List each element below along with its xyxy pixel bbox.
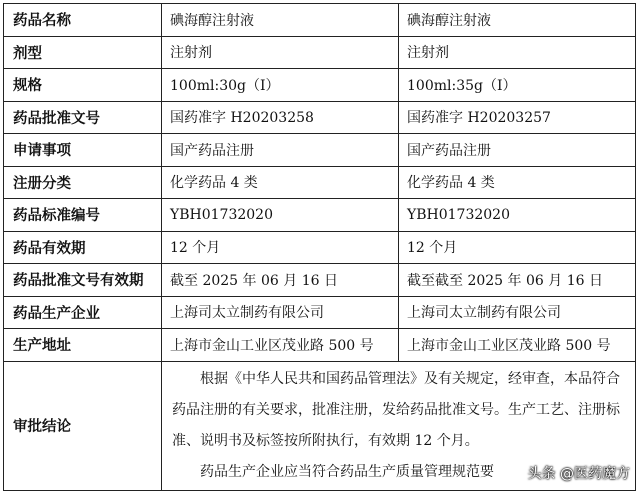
row-value-col2: 国产药品注册 [399, 134, 636, 167]
conclusion-label: 审批结论 [4, 361, 162, 490]
row-value-col1: 12 个月 [162, 231, 399, 264]
row-label: 药品批准文号 [4, 101, 162, 134]
conclusion-paragraph-2: 药品生产企业应当符合药品生产质量管理规范要 [200, 463, 494, 480]
table-row-standard-number [4, 199, 636, 232]
row-label: 药品名称 [4, 4, 162, 37]
row-value-col2: 12 个月 [399, 231, 636, 264]
row-label: 药品有效期 [4, 231, 162, 264]
drug-approval-table [3, 3, 636, 491]
row-label: 申请事项 [4, 134, 162, 167]
row-value-col1: 注射剂 [162, 36, 399, 69]
table-row-manufacturer [4, 296, 636, 329]
table-row-approval-number [4, 101, 636, 134]
row-value-col2: 国药准字 H20203257 [399, 101, 636, 134]
row-label: 药品批准文号有效期 [4, 264, 162, 297]
table-row-registration-class [4, 166, 636, 199]
table-row-application-item [4, 134, 636, 167]
row-value-col1: 化学药品 4 类 [162, 166, 399, 199]
table-row-dosage-form [4, 36, 636, 69]
row-value-col2: 化学药品 4 类 [399, 166, 636, 199]
row-label: 注册分类 [4, 166, 162, 199]
row-value-col2: 上海司太立制药有限公司 [399, 296, 636, 329]
row-value-col1: 截至 2025 年 06 月 16 日 [162, 264, 399, 297]
table-body [4, 4, 636, 491]
row-value-col1: 上海司太立制药有限公司 [162, 296, 399, 329]
row-value-col2: 100ml:35g（I） [399, 69, 636, 102]
row-value-col2: 注射剂 [399, 36, 636, 69]
row-value-col1: 国产药品注册 [162, 134, 399, 167]
row-value-col2: 碘海醇注射液 [399, 4, 636, 37]
row-label: 剂型 [4, 36, 162, 69]
row-label: 规格 [4, 69, 162, 102]
table-row-drug-name [4, 4, 636, 37]
source-watermark: 头条 @医药魔方 [527, 466, 630, 482]
row-value-col2: YBH01732020 [399, 199, 636, 232]
row-value-col1: 碘海醇注射液 [162, 4, 399, 37]
row-value-col1: 上海市金山工业区茂业路 500 号 [162, 329, 399, 362]
row-value-col2: 截至截至 2025 年 06 月 16 日 [399, 264, 636, 297]
table-row-production-address [4, 329, 636, 362]
row-value-col1: 100ml:30g（I） [162, 69, 399, 102]
row-label: 生产地址 [4, 329, 162, 362]
row-label: 药品标准编号 [4, 199, 162, 232]
row-value-col1: YBH01732020 [162, 199, 399, 232]
conclusion-paragraph-1: 根据《中华人民共和国药品管理法》及有关规定，经审查，本品符合药品注册的有关要求，批准注册，发给药品批准文号。生产工艺、注册标准、说明书及标签按所附执行，有效期 12 个月。 [172, 370, 620, 449]
table-row-shelf-life [4, 231, 636, 264]
row-value-col2: 上海市金山工业区茂业路 500 号 [399, 329, 636, 362]
row-label: 药品生产企业 [4, 296, 162, 329]
table-row-approval-validity [4, 264, 636, 297]
row-value-col1: 国药准字 H20203258 [162, 101, 399, 134]
table-row-specification [4, 69, 636, 102]
